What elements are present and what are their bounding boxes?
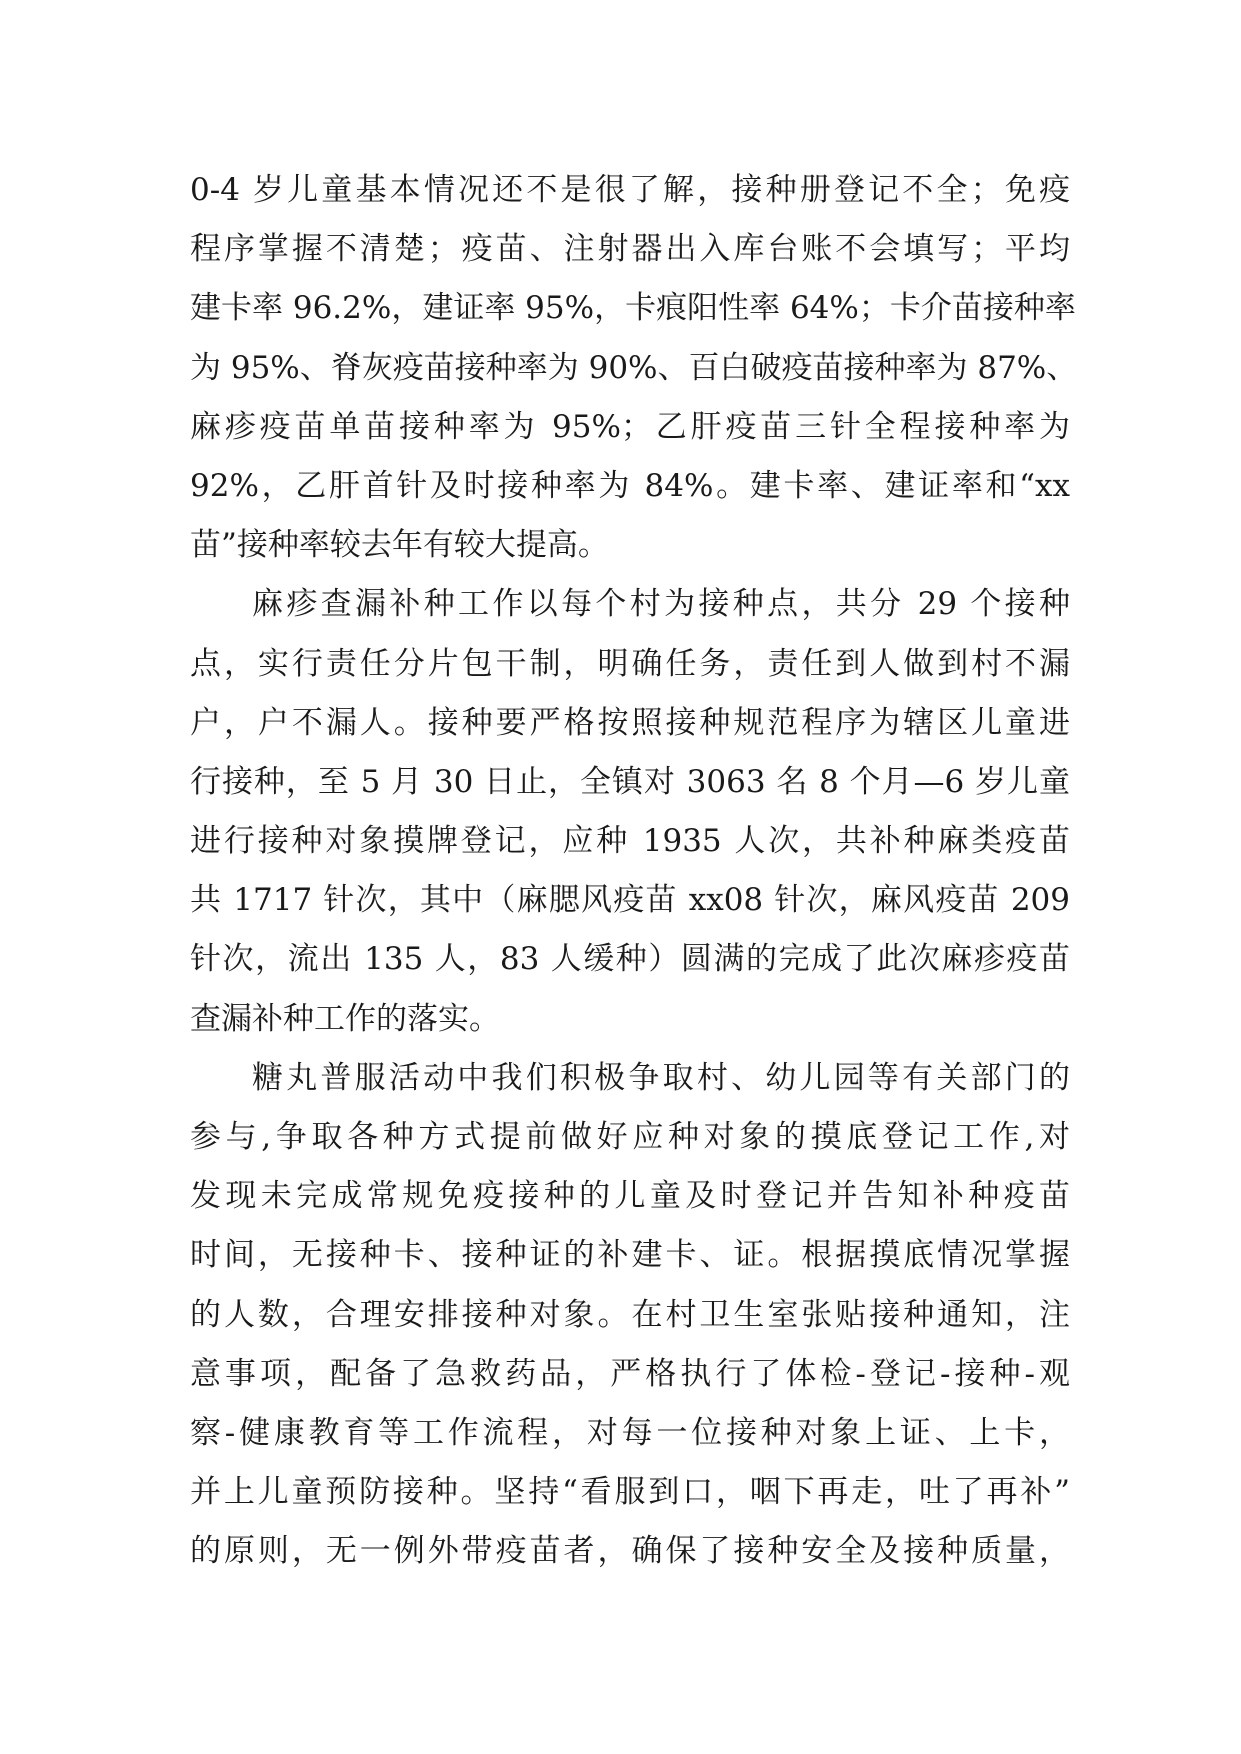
text-line: 察-健康教育等工作流程，对每一位接种对象上证、上卡， <box>190 1414 1070 1451</box>
text-line: 92%，乙肝首针及时接种率为 84%。建卡率、建证率和“xx <box>190 467 1070 504</box>
text-line: 查漏补种工作的落实。 <box>190 1000 500 1037</box>
text-line: 并上儿童预防接种。坚持“看服到口，咽下再走，吐了再补” <box>190 1474 1070 1511</box>
text-line: 进行接种对象摸牌登记，应种 1935 人次，共补种麻类疫苗 <box>190 823 1070 860</box>
text-line: 的原则，无一例外带疫苗者，确保了接种安全及接种质量， <box>190 1533 1070 1570</box>
text-line: 为 95%、脊灰疫苗接种率为 90%、百白破疫苗接种率为 87%、 <box>190 349 1078 386</box>
text-line: 苗”接种率较去年有较大提高。 <box>190 527 609 564</box>
body-text <box>190 161 1078 1582</box>
text-line: 点，实行责任分片包干制，明确任务，责任到人做到村不漏 <box>190 645 1070 682</box>
text-line: 程序掌握不清楚；疫苗、注射器出入库台账不会填写；平均 <box>190 231 1070 268</box>
text-line: 的人数，合理安排接种对象。在村卫生室张贴接种通知，注 <box>190 1296 1070 1333</box>
text-line: 0-4 岁儿童基本情况还不是很了解，接种册登记不全；免疫 <box>190 172 1070 208</box>
text-line: 户，户不漏人。接种要严格按照接种规范程序为辖区儿童进 <box>190 704 1070 741</box>
paragraph-first-line: 糖丸普服活动中我们积极争取村、幼儿园等有关部门的 <box>252 1059 1070 1096</box>
text-line: 建卡率 96.2%，建证率 95%，卡痕阳性率 64%；卡介苗接种率 <box>190 290 1076 327</box>
text-line: 意事项，配备了急救药品，严格执行了体检-登记-接种-观 <box>190 1355 1070 1392</box>
text-line: 针次，流出 135 人，83 人缓种）圆满的完成了此次麻疹疫苗 <box>190 941 1070 978</box>
text-line: 时间，无接种卡、接种证的补建卡、证。根据摸底情况掌握 <box>190 1237 1070 1274</box>
text-line: 参与,争取各种方式提前做好应种对象的摸底登记工作,对 <box>190 1119 1070 1155</box>
text-line: 发现未完成常规免疫接种的儿童及时登记并告知补种疫苗 <box>190 1178 1070 1215</box>
text-line: 共 1717 针次，其中（麻腮风疫苗 xx08 针次，麻风疫苗 209 <box>190 882 1070 919</box>
text-line: 行接种，至 5 月 30 日止，全镇对 3063 名 8 个月—6 岁儿童 <box>190 763 1070 800</box>
paragraph-first-line: 麻疹查漏补种工作以每个村为接种点，共分 29 个接种 <box>252 586 1070 623</box>
text-line: 麻疹疫苗单苗接种率为 95%；乙肝疫苗三针全程接种率为 <box>190 408 1070 445</box>
